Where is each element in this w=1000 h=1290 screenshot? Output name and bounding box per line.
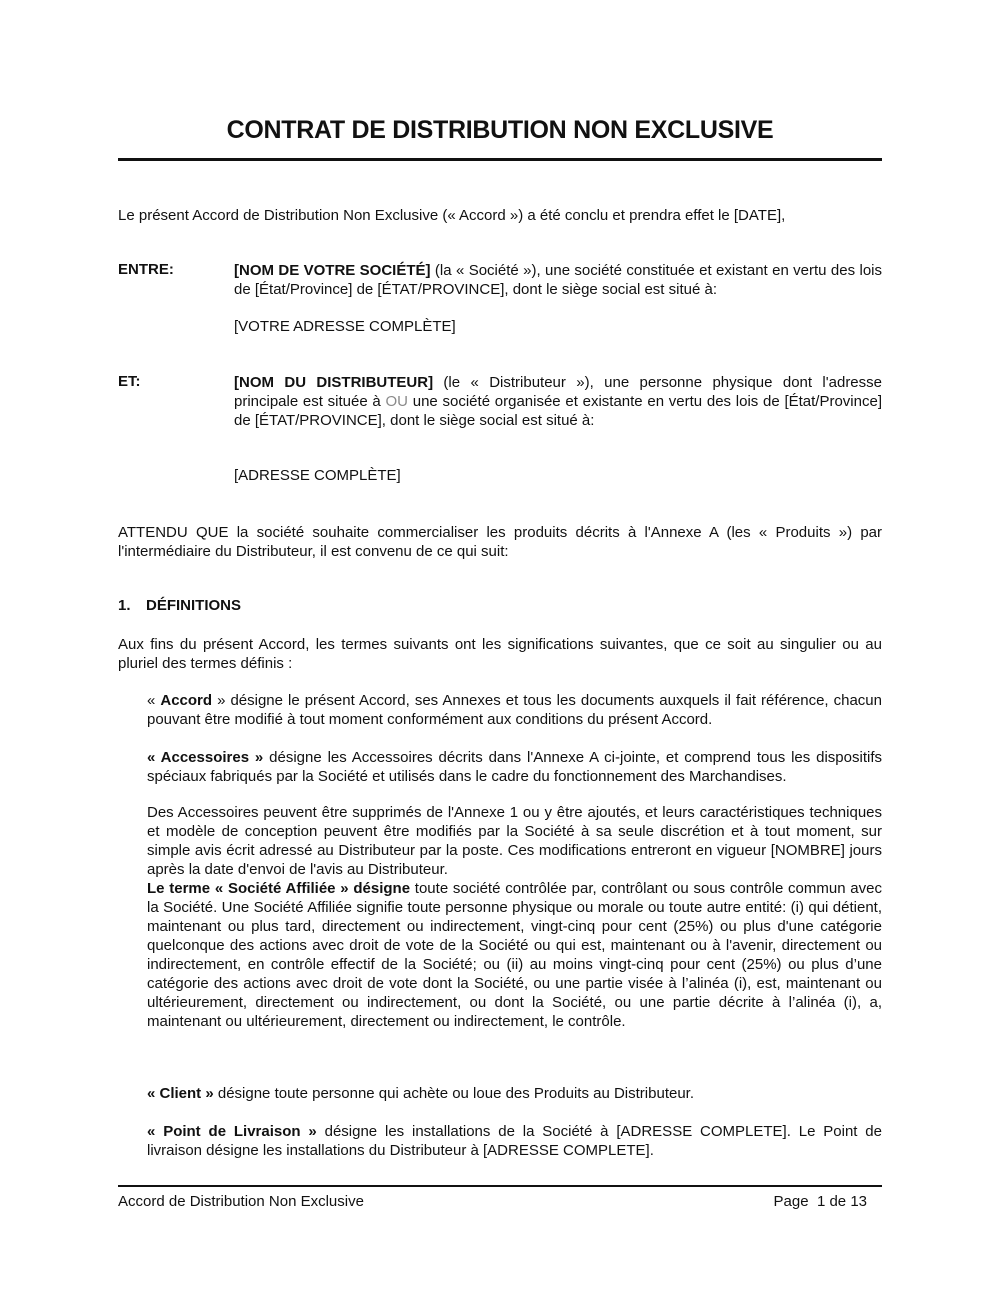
distributor-description-a: (le « Distributeur »), une personne physique dont l'adresse principale est située à — [234, 374, 882, 410]
distributor-description-b: une société organisée et existante en vertu des lois de [État/Province] de [ÉTAT/PROVINCE], dont le siège social est situé à: — [234, 393, 882, 429]
definition-text: toute société contrôlée par, contrôlant ou sous contrôle commun avec la Société. Une Société Affiliée signifie toute personne physique ou morale ou toute autre entité: (i) qui détient, maintenant ou plus tard, directement ou indirectement, vingt-cinq pour cent (25%) ou plus d'une catégorie quelconque des actions avec droit de vote de la Société ou qui est, maintenant ou à l'avenir, directement ou indirectement, en contrôle effectif de la Société; ou (ii) au moins vingt-cinq pour cent (25%) ou plus d’une catégorie des actions avec droit de vote dont la Société, ou une partie visée à l’alinéa (i), est, maintenant ou ultérieurement, directement ou indirectement, ou dont la Société, ou une partie décrite à l’alinéa (i), a, maintenant ou ultérieurement, directement ou indirectement, le contrôle. — [147, 880, 882, 1030]
definitions-intro: Aux fins du présent Accord, les termes suivants ont les significations suivantes, que ce soit au singulier ou au pluriel des termes définis : — [118, 636, 882, 672]
definition-accord — [147, 691, 882, 729]
party-label-entre: ENTRE: — [118, 261, 174, 278]
term-point-de-livraison: « Point de Livraison » — [147, 1123, 317, 1140]
definition-text: désigne les Accessoires décrits dans l'Annexe A ci-jointe, et comprend tous les dispositifs spéciaux fabriqués par la Société et utilisés dans le cadre du fonctionnement des Marchandises. — [147, 749, 882, 785]
definition-point-de-livraison — [147, 1122, 882, 1160]
definition-client — [147, 1084, 882, 1103]
party-company-block — [234, 261, 882, 299]
term-accord: Accord — [160, 692, 213, 709]
party-label-et: ET: — [118, 373, 141, 390]
definition-accessoires-extra: Des Accessoires peuvent être supprimés de l'Annexe 1 ou y être ajoutés, et leurs caractéristiques techniques et modèle de conception peuvent être modifiés par la Société à sa seule discrétion et à tout moment, sur simple avis écrit adressé au Distributeur par la poste. Ces modifications entreront en vigueur [NOMBRE] jours après la date d'envoi de l'avis au Distributeur. — [147, 804, 882, 878]
distributor-address-placeholder: [ADRESSE COMPLÈTE] — [234, 467, 401, 484]
definition-text: désigne les installations de la Société à [ADRESSE COMPLETE]. Le Point de livraison désigne les installations du Distributeur à [ADRESSE COMPLETE]. — [147, 1123, 882, 1159]
intro-paragraph: Le présent Accord de Distribution Non Exclusive (« Accord ») a été conclu et prendra effet le [DATE], — [118, 207, 786, 224]
definition-societe-affiliee — [147, 879, 882, 1031]
term-accessoires: « Accessoires » — [147, 749, 264, 766]
term-societe-affiliee: Le terme « Société Affiliée » désigne — [147, 880, 411, 897]
term-client: « Client » — [147, 1085, 214, 1102]
page-separator: de — [829, 1193, 847, 1210]
distributor-name-placeholder: [NOM DU DISTRIBUTEUR] — [234, 374, 434, 391]
definition-text: » désigne le présent Accord, ses Annexes et tous les documents auxquels il fait référence, chacun pouvant être modifié à tout moment conformément aux conditions du présent Accord. — [147, 692, 882, 728]
section-number: 1. — [118, 597, 131, 614]
whereas-paragraph: ATTENDU QUE la société souhaite commercialiser les produits décrits à l'Annexe A (les « Produits ») par l'intermédiaire du Distributeur, il est convenu de ce qui suit: — [118, 524, 882, 560]
footer-page-number — [774, 1193, 867, 1210]
title-divider — [118, 158, 882, 161]
company-address-placeholder: [VOTRE ADRESSE COMPLÈTE] — [234, 318, 456, 335]
company-description: (la « Société »), une société constituée et existant en vertu des lois de [État/Province] de [ÉTAT/PROVINCE], dont le siège social est situé à: — [234, 262, 882, 298]
page-total: 13 — [850, 1193, 867, 1210]
page-current: 1 — [816, 1193, 826, 1210]
quote-open: « — [147, 692, 161, 709]
or-option-marker: OU — [385, 393, 409, 410]
section-title: DÉFINITIONS — [146, 597, 242, 614]
footer-divider — [118, 1185, 882, 1187]
party-distributor-block — [234, 373, 882, 430]
company-name-placeholder: [NOM DE VOTRE SOCIÉTÉ] — [234, 262, 431, 279]
definition-accessoires — [147, 748, 882, 786]
section-heading — [118, 597, 241, 614]
definition-text: désigne toute personne qui achète ou loue des Produits au Distributeur. — [213, 1085, 695, 1102]
footer-document-name: Accord de Distribution Non Exclusive — [118, 1193, 364, 1210]
document-title: CONTRAT DE DISTRIBUTION NON EXCLUSIVE — [226, 116, 774, 144]
page-label: Page — [773, 1193, 809, 1210]
